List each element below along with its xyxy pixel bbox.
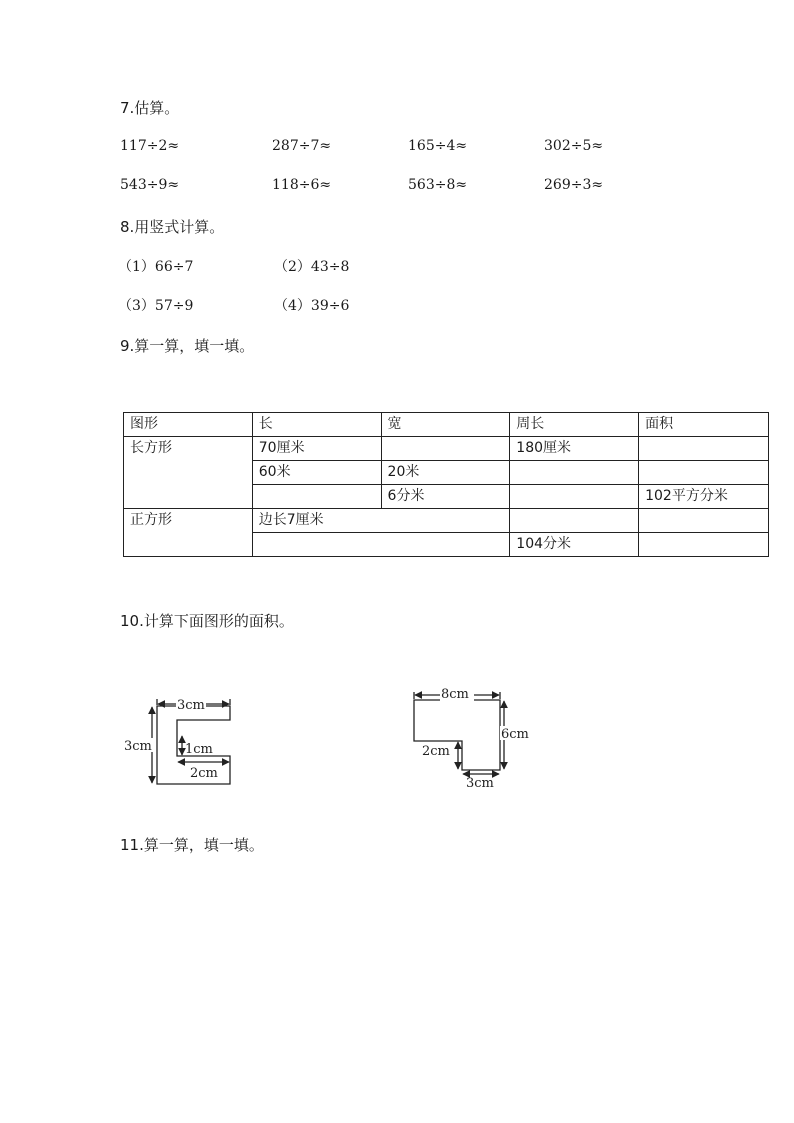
q9-title: 9.算一算，填一填。 [120, 337, 255, 355]
q7-expr: 117÷2≈ [120, 138, 180, 154]
q7-expr: 287÷7≈ [272, 138, 332, 154]
q8-item: （4）39÷6 [274, 298, 350, 314]
table-row [124, 437, 769, 461]
square-label: 正方形 [124, 509, 253, 557]
table-header: 周长 [510, 413, 639, 437]
table-cell: 180厘米 [510, 437, 639, 461]
figure-2-bottom-label: 3cm [466, 776, 494, 791]
table-cell: 6分米 [381, 485, 510, 509]
q8-item: （2）43÷8 [274, 259, 350, 275]
figure-1-inner-label: 1cm [185, 742, 213, 757]
q7-expr: 543÷9≈ [120, 177, 180, 193]
table-cell [252, 533, 510, 557]
table-cell [639, 533, 769, 557]
figure-2-right-label: 6cm [501, 727, 529, 742]
q11-title: 11.算一算，填一填。 [120, 836, 264, 854]
figure-1-top-label: 3cm [177, 698, 205, 713]
table-cell: 104分米 [510, 533, 639, 557]
table-cell [639, 461, 769, 485]
figure-2-step-label: 2cm [422, 744, 450, 759]
table-cell: 边长7厘米 [252, 509, 510, 533]
table-cell [510, 509, 639, 533]
table-header: 长 [252, 413, 381, 437]
q7-expr: 165÷4≈ [408, 138, 468, 154]
rectangle-label: 长方形 [124, 437, 253, 509]
table-cell [639, 437, 769, 461]
table-cell [639, 509, 769, 533]
table-cell [510, 485, 639, 509]
figure-2-diagram [400, 680, 550, 795]
table-cell: 20米 [381, 461, 510, 485]
table-header: 面积 [639, 413, 769, 437]
q7-expr: 563÷8≈ [408, 177, 468, 193]
q7-expr: 269÷3≈ [544, 177, 604, 193]
q7-expr: 118÷6≈ [272, 177, 332, 193]
table-cell [510, 461, 639, 485]
q10-title: 10.计算下面图形的面积。 [120, 612, 294, 630]
figure-1-left-label: 3cm [124, 739, 152, 754]
figure-1-bottom-label: 2cm [190, 766, 218, 781]
q8-item: （1）66÷7 [118, 259, 194, 275]
table-row [124, 509, 769, 533]
q7-expr: 302÷5≈ [544, 138, 604, 154]
figure-2-top-label: 8cm [441, 687, 469, 702]
figure-1-diagram [110, 680, 250, 800]
figure-2-outline [414, 700, 500, 770]
q8-title: 8.用竖式计算。 [120, 218, 225, 236]
table-header: 宽 [381, 413, 510, 437]
q8-item: （3）57÷9 [118, 298, 194, 314]
q7-title: 7.估算。 [120, 99, 180, 117]
table-cell: 70厘米 [252, 437, 381, 461]
table-cell [252, 485, 381, 509]
table-cell [381, 437, 510, 461]
table-cell: 102平方分米 [639, 485, 769, 509]
shape-table [123, 412, 769, 557]
table-cell: 60米 [252, 461, 381, 485]
table-header-row [124, 413, 769, 437]
table-header: 图形 [124, 413, 253, 437]
